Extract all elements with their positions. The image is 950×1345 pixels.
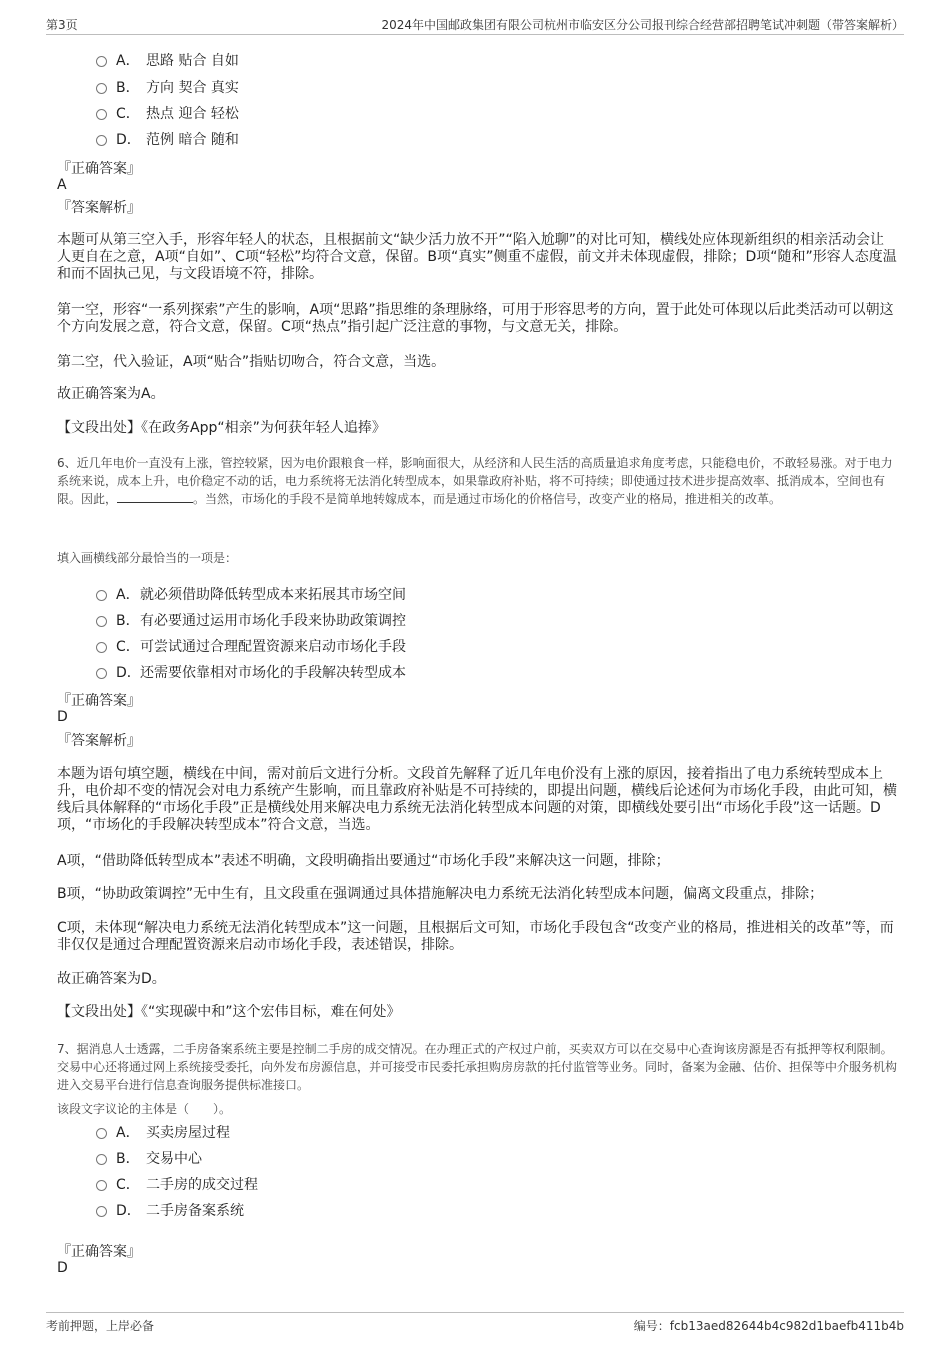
q6-analysis-paragraph: B项，“协助政策调控”无中生有，且文段重在强调通过具体措施解决电力系统无法消化转型成本问题，偏离文段重点，排除；: [57, 886, 824, 902]
q6-source: 【文段出处】《“实现碳中和”这个宏伟目标，难在何处》: [57, 1004, 401, 1020]
q7-option-b[interactable]: B． 交易中心: [96, 1148, 202, 1168]
document-code: 编号：fcb13aed82644b4c982d1baefb411b4b: [633, 1319, 904, 1333]
q5-option-a[interactable]: A． 思路 贴合 自如: [96, 50, 239, 70]
q6-answer-label: 『正确答案』: [57, 693, 141, 709]
radio-icon[interactable]: [96, 668, 107, 679]
q6-answer: D: [57, 709, 68, 725]
q5-option-c[interactable]: C． 热点 迎合 轻松: [96, 103, 239, 123]
q5-answer: A: [57, 177, 67, 193]
q7-option-a[interactable]: A． 买卖房屋过程: [96, 1122, 230, 1142]
q6-option-c[interactable]: C．可尝试通过合理配置资源来启动市场化手段: [96, 636, 406, 656]
fill-in-blank: [117, 490, 193, 503]
radio-icon[interactable]: [96, 56, 107, 67]
q7-prompt: 该段文字议论的主体是（ ）。: [57, 1102, 232, 1116]
q6-question-text: 6、近几年电价一直没有上涨，管控较紧，因为电价跟粮食一样，影响面很大，从经济和人民生活的高质量追求角度考虑，只能稳电价，不敢轻易涨。对于电力系统来说，成本上升，电价稳定不动的话，电力系统将无法消化转型成本，如果靠政府补贴，将不可持续；即使通过技术进步提高效率、抵消成本，空间也有限。因此， 。当然，市场化的手段不是简单地转嫁成本，而是通过市场化的价格信号，改变产业的格局，推进相关的改革。: [57, 456, 893, 506]
page-number: 第3页: [46, 18, 78, 32]
radio-icon[interactable]: [96, 1180, 107, 1191]
q7-question-text: 7、据消息人士透露，二手房备案系统主要是控制二手房的成交情况。在办理正式的产权过户前，买卖双方可以在交易中心查询该房源是否有抵押等权利限制。交易中心还将通过网上系统接受委托，向外发布房源信息，并可接受市民委托承担购房房款的托付监管等业务。同时，备案为金融、估价、担保等中介服务机构进入交易平台进行信息查询服务提供标准接口。: [57, 1042, 898, 1092]
q6-option-b[interactable]: B．有必要通过运用市场化手段来协助政策调控: [96, 610, 406, 630]
page-header: [46, 14, 904, 35]
radio-icon[interactable]: [96, 590, 107, 601]
q5-analysis-paragraph: 故正确答案为A。: [57, 386, 165, 402]
q6-analysis-label: 『答案解析』: [57, 733, 141, 749]
q5-option-b[interactable]: B． 方向 契合 真实: [96, 77, 239, 97]
q5-option-d[interactable]: D． 范例 暗合 随和: [96, 129, 239, 149]
q7-answer: D: [57, 1260, 68, 1276]
radio-icon[interactable]: [96, 616, 107, 627]
q5-analysis-paragraph: 第二空，代入验证，A项“贴合”指贴切吻合，符合文意，当选。: [57, 354, 446, 370]
q7-answer-label: 『正确答案』: [57, 1244, 141, 1260]
radio-icon[interactable]: [96, 109, 107, 120]
q7-option-d[interactable]: D． 二手房备案系统: [96, 1200, 244, 1220]
q5-analysis-label: 『答案解析』: [57, 200, 141, 216]
q7-option-c[interactable]: C． 二手房的成交过程: [96, 1174, 258, 1194]
q6-option-d[interactable]: D．还需要依靠相对市场化的手段解决转型成本: [96, 662, 406, 682]
q6-analysis-paragraph: C项，未体现“解决电力系统无法消化转型成本”这一问题，且根据后文可知，市场化手段包含“改变产业的格局，推进相关的改革”等，而非仅仅是通过合理配置资源来启动市场化手段，表述错误，排除。: [57, 920, 894, 953]
q6-option-a[interactable]: A．就必须借助降低转型成本来拓展其市场空间: [96, 584, 406, 604]
radio-icon[interactable]: [96, 1206, 107, 1217]
q5-answer-label: 『正确答案』: [57, 161, 141, 177]
q6-prompt: 填入画横线部分最恰当的一项是：: [57, 551, 238, 565]
radio-icon[interactable]: [96, 1154, 107, 1165]
q6-analysis-paragraph: 故正确答案为D。: [57, 971, 166, 987]
page-footer: [46, 1312, 904, 1339]
q5-analysis-paragraph: 本题可从第三空入手，形容年轻人的状态，且根据前文“缺少活力放不开”“陷入尬聊”的对比可知，横线处应体现新组织的相亲活动会让人更自在之意，A项“自如”、C项“轻松”均符合文意，保留。B项“真实”侧重不虚假，前文并未体现虚假，排除；D项“随和”形容人态度温和而不固执己见，与文段语境不符，排除。: [57, 232, 897, 282]
document-title: 2024年中国邮政集团有限公司杭州市临安区分公司报刊综合经营部招聘笔试冲刺题（带答案解析）: [381, 18, 904, 32]
radio-icon[interactable]: [96, 642, 107, 653]
q6-analysis-paragraph: 本题为语句填空题，横线在中间，需对前后文进行分析。文段首先解释了近几年电价没有上涨的原因，接着指出了电力系统转型成本上升，电价却不变的情况会对电力系统产生影响，而且靠政府补贴是不可持续的，即提出问题，横线后论述何为市场化手段，由此可知，横线后具体解释的“市场化手段”正是横线处用来解决电力系统无法消化转型成本问题的对策，即横线处要引出“市场化手段”这一话题。D项，“市场化的手段解决转型成本”符合文意，当选。: [57, 766, 897, 833]
radio-icon[interactable]: [96, 135, 107, 146]
radio-icon[interactable]: [96, 1128, 107, 1139]
q5-analysis-paragraph: 第一空，形容“一系列探索”产生的影响，A项“思路”指思维的条理脉络，可用于形容思考的方向，置于此处可体现以后此类活动可以朝这个方向发展之意，符合文意，保留。C项“热点”指引起广泛注意的事物，与文意无关，排除。: [57, 302, 894, 335]
radio-icon[interactable]: [96, 83, 107, 94]
q6-analysis-paragraph: A项，“借助降低转型成本”表述不明确，文段明确指出要通过“市场化手段”来解决这一问题，排除；: [57, 853, 670, 869]
footer-slogan: 考前押题，上岸必备: [46, 1319, 155, 1333]
q5-source: 【文段出处】《在政务App“相亲”为何获年轻人追捧》: [57, 420, 386, 436]
